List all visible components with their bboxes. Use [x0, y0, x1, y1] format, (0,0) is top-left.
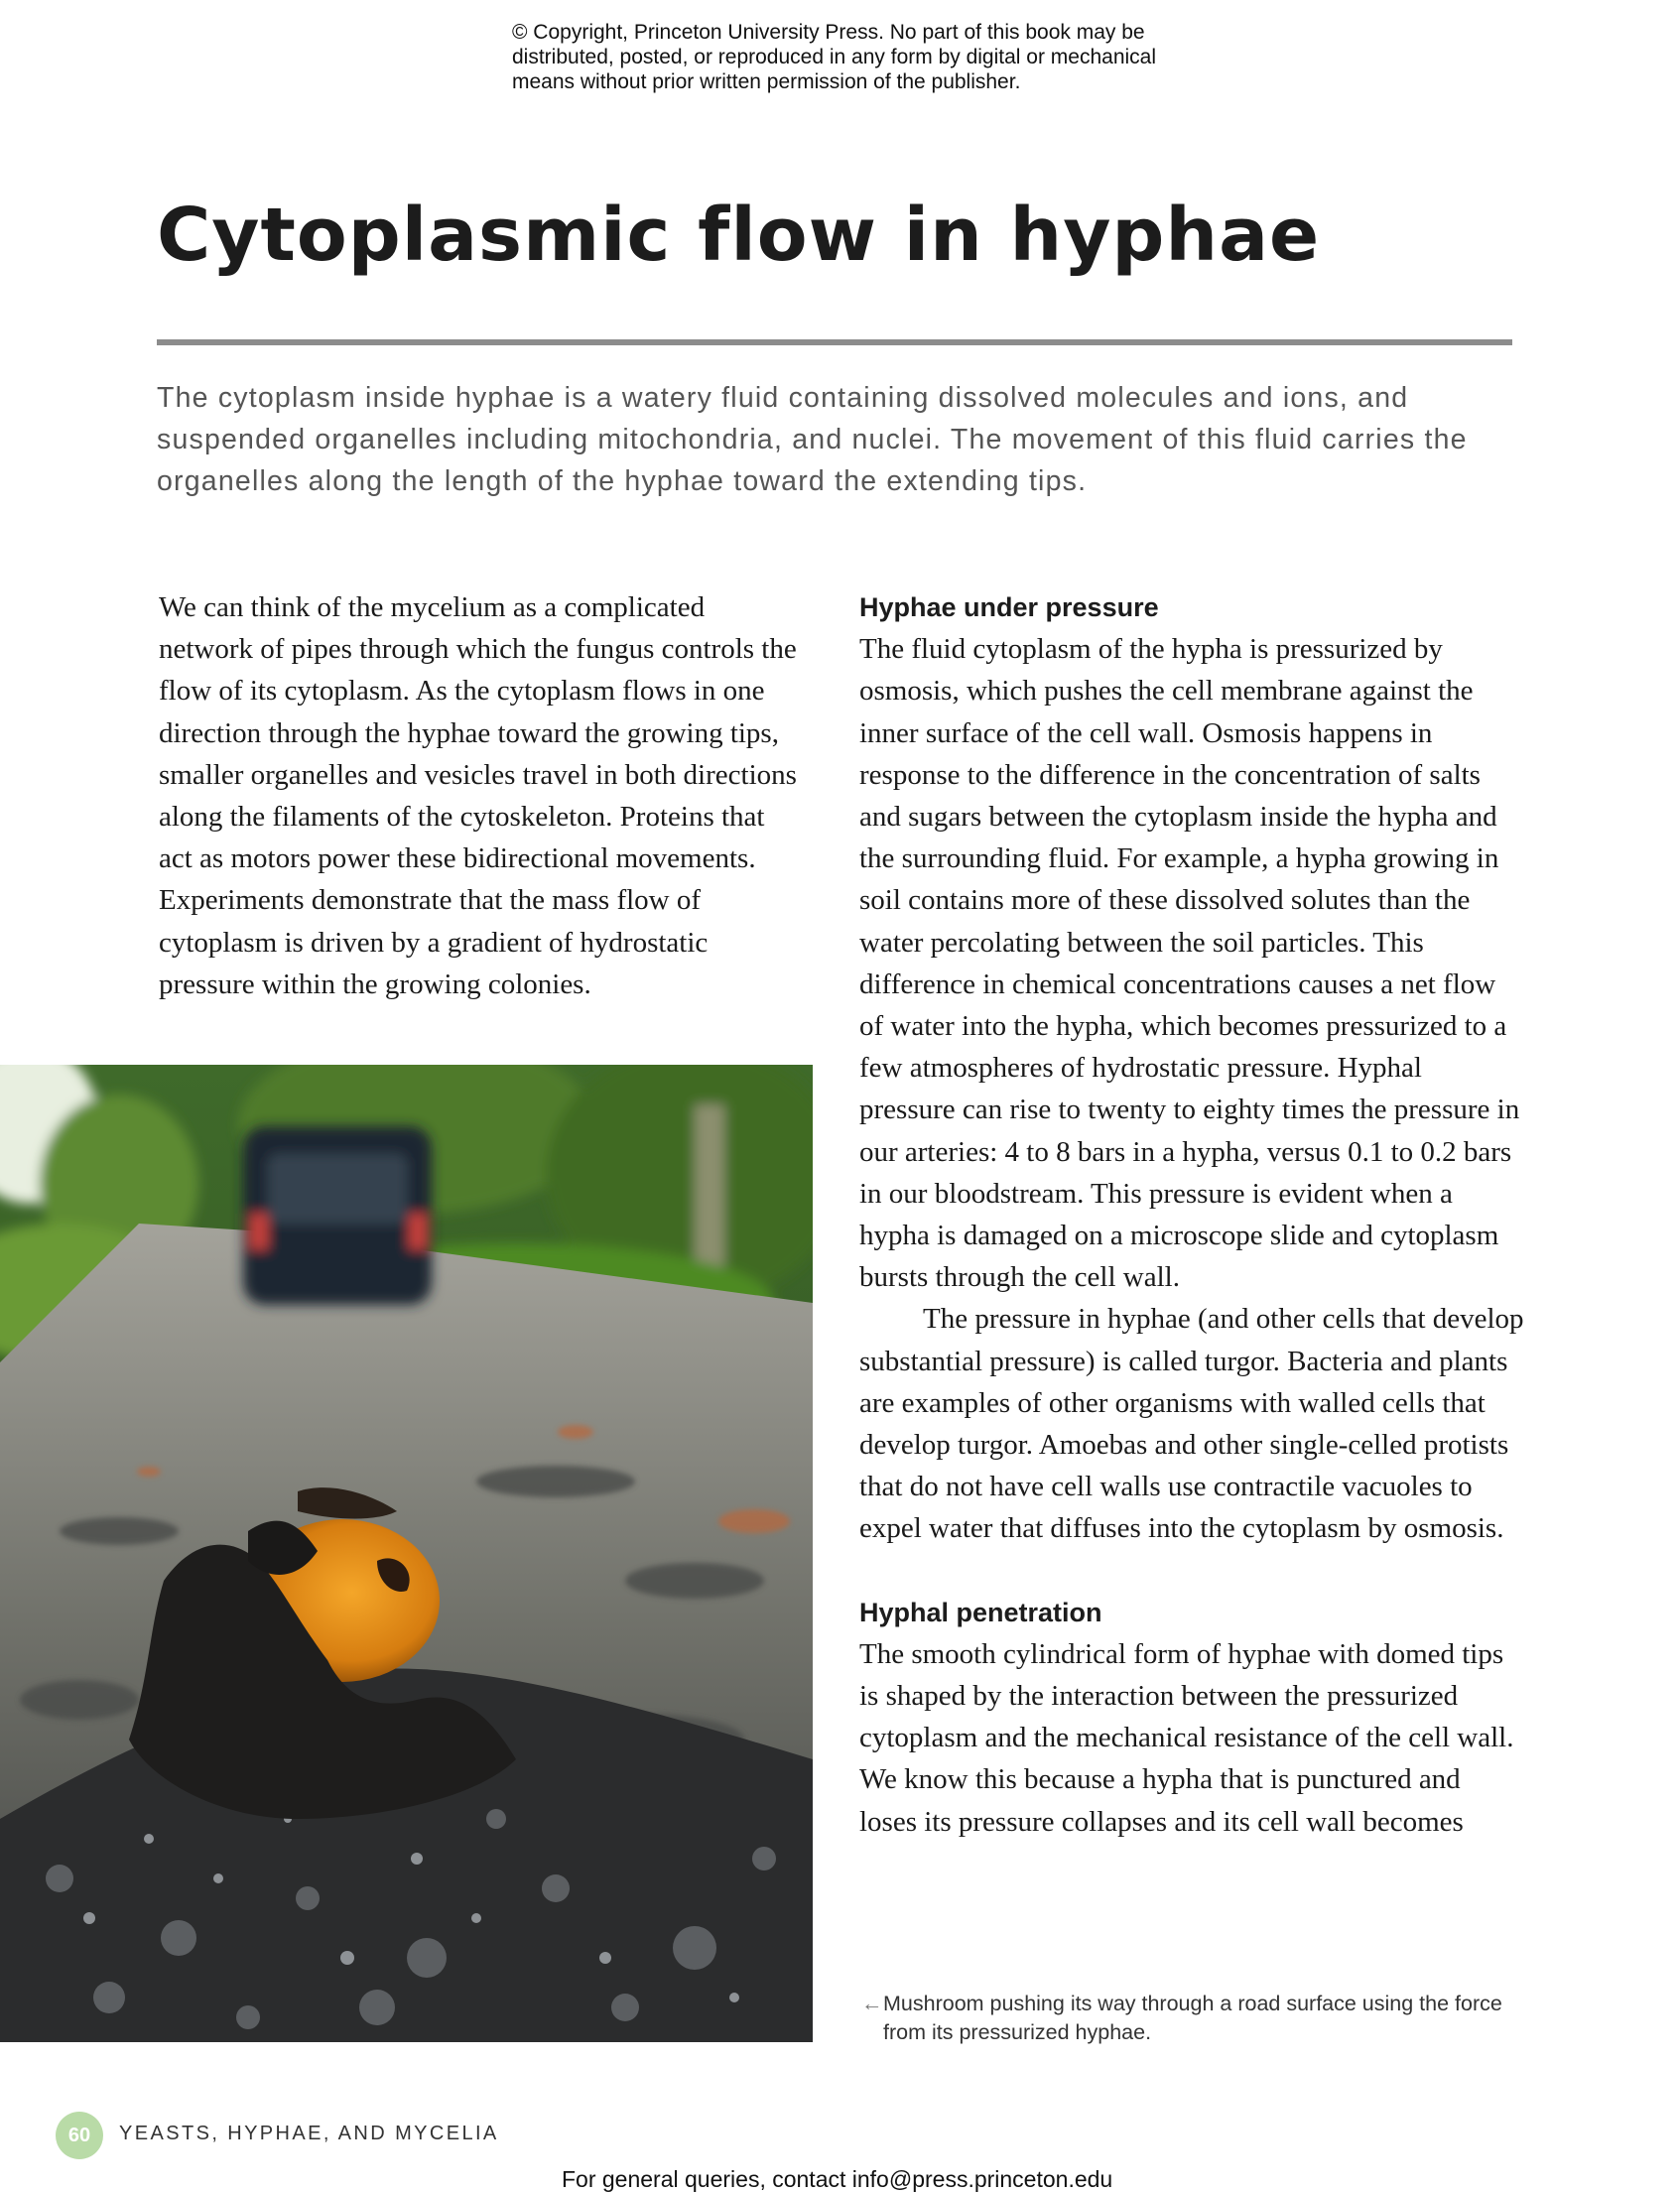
section-heading-pressure: Hyphae under pressure	[859, 592, 1159, 622]
intro-paragraph: The cytoplasm inside hyphae is a watery fluid containing dissolved molecules and ions, and suspended organelles including mitochondria, and nuclei. The movement of this fluid carries the organelles along the length of the hyphae toward the extending tips.	[157, 382, 1468, 497]
penetration-paragraph-1: The smooth cylindrical form of hyphae with domed tips is shaped by the interaction between the pressurized cytoplasm and the mechanical resistance of the cell wall. We know this because a hypha that is punctured and loses its pressure collapses and its cell wall becomes	[859, 1637, 1514, 1838]
title-divider	[157, 339, 1512, 345]
mushroom-road-photo	[0, 1065, 813, 2042]
copyright-line: means without prior written permission of the publisher.	[512, 70, 1021, 93]
running-head: YEASTS, HYPHAE, AND MYCELIA	[119, 2123, 499, 2144]
copyright-line: © Copyright, Princeton University Press. No part of this book may be	[512, 21, 1145, 44]
page-title: Cytoplasmic flow in hyphae	[157, 193, 1321, 278]
arrow-left-icon: ←	[861, 1992, 883, 2015]
photo-caption	[861, 1990, 1538, 2047]
section-spacer	[859, 1550, 1524, 1592]
pressure-paragraph-2: The pressure in hyphae (and other cells that develop substantial pressure) is called turgor. Bacteria and plants are examples of other organisms with walled cells that develop turgor. Amoebas and other single-celled protists that do not have cell walls use contractile vacuoles to expel water that diffuses into the cytoplasm by osmosis.	[859, 1303, 1524, 1545]
section-heading-penetration: Hyphal penetration	[859, 1597, 1102, 1627]
copyright-line: distributed, posted, or reproduced in any form by digital or mechanical	[512, 46, 1157, 68]
page-number-badge: 60	[56, 2112, 103, 2159]
contact-footer: For general queries, contact info@press.princeton.edu	[562, 2166, 1113, 2192]
right-column	[859, 586, 1524, 1843]
left-column-paragraph: We can think of the mycelium as a complicated network of pipes through which the fungus controls the flow of its cytoplasm. As the cytoplasm flows in one direction through the hyphae toward the growing tips, smaller organelles and vesicles travel in both directions along the filaments of the cytoskeleton. Proteins that act as motors power these bidirectional movements. Experiments demonstrate that the mass flow of cytoplasm is driven by a gradient of hydrostatic pressure within the growing colonies.	[159, 591, 797, 1000]
pressure-paragraph-1: The fluid cytoplasm of the hypha is pressurized by osmosis, which pushes the cell membrane against the inner surface of the cell wall. Osmosis happens in response to the difference in the concentration of salts and sugars between the cytoplasm inside the hypha and the surrounding fluid. For example, a hypha growing in soil contains more of these dissolved solutes than the water percolating between the soil particles. This difference in chemical concentrations causes a net flow of water into the hypha, which becomes pressurized to a few atmospheres of hydrostatic pressure. Hyphal pressure can rise to twenty to eighty times the pressure in our arteries: 4 to 8 bars in a hypha, versus 0.1 to 0.2 bars in our bloodstream. This pressure is evident when a hypha is damaged on a microscope slide and cytoplasm bursts through the cell wall.	[859, 633, 1520, 1294]
copyright-notice	[512, 20, 1227, 94]
caption-text: Mushroom pushing its way through a road surface using the force from its pressurized hyphae.	[883, 1992, 1502, 2044]
